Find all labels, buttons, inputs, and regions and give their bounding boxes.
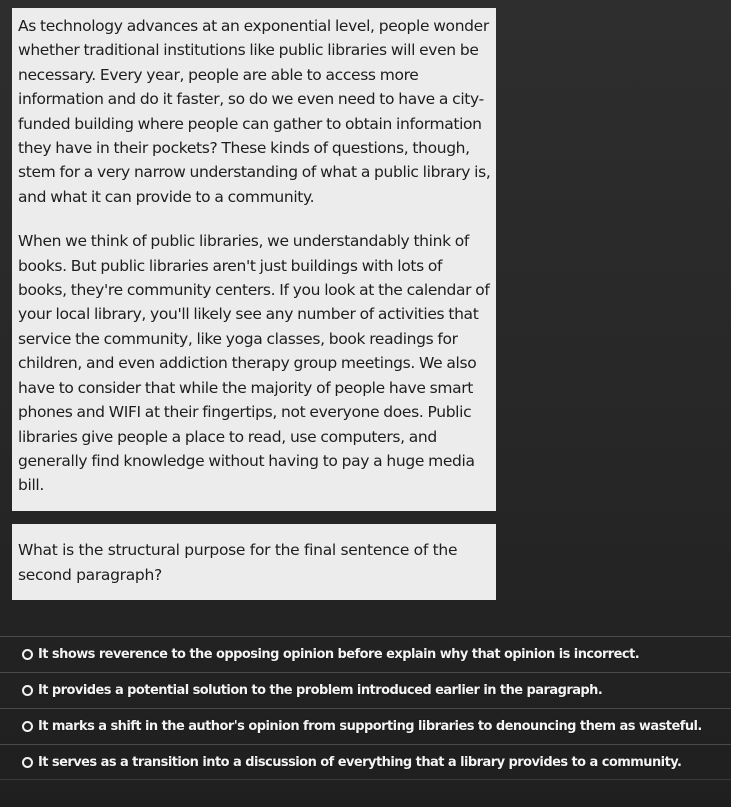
question-prompt: What is the structural purpose for the final sentence of the second paragraph? xyxy=(18,541,458,584)
radio-button-icon[interactable] xyxy=(22,721,33,732)
radio-button-icon[interactable] xyxy=(22,649,33,660)
radio-button-icon[interactable] xyxy=(22,685,33,696)
answer-choice-label: It provides a potential solution to the problem introduced earlier in the paragraph. xyxy=(38,683,603,698)
answer-choice-1[interactable] xyxy=(0,636,731,672)
answer-choice-4[interactable] xyxy=(0,744,731,780)
answer-choice-3[interactable] xyxy=(0,708,731,744)
answer-choice-label: It shows reverence to the opposing opinion before explain why that opinion is incorrect. xyxy=(38,647,640,662)
answer-choice-label: It serves as a transition into a discussion of everything that a library provides to a community. xyxy=(38,754,682,770)
reading-passage xyxy=(12,8,496,511)
answer-choice-2[interactable] xyxy=(0,672,731,708)
question-card xyxy=(12,524,496,600)
passage-paragraph-2: When we think of public libraries, we understandably think of books. But public libraries aren't just buildings with lots of books, they're community centers. If you look at the calendar of your local library, you'll likely see any number of activities that service the community, like yoga classes, book readings for children, and even addiction therapy group meetings. We also have to consider that while the majority of people have smart phones and WIFI at their fingertips, not everyone does. Public libraries give people a place to read, use computers, and generally find knowledge without having to pay a huge media bill. xyxy=(18,232,490,495)
passage-paragraph-1: As technology advances at an exponential level, people wonder whether traditional institutions like public libraries will even be necessary. Every year, people are able to access more information and do it faster, so do we even need to have a city-funded building where people can gather to obtain information they have in their pockets? These kinds of questions, though, stem for a very narrow understanding of what a public library is, and what it can provide to a community. xyxy=(18,17,491,206)
answer-choice-label: It marks a shift in the author's opinion from supporting libraries to denouncing them as wasteful. xyxy=(38,719,702,734)
answer-choices xyxy=(0,636,731,780)
radio-button-icon[interactable] xyxy=(22,757,33,768)
